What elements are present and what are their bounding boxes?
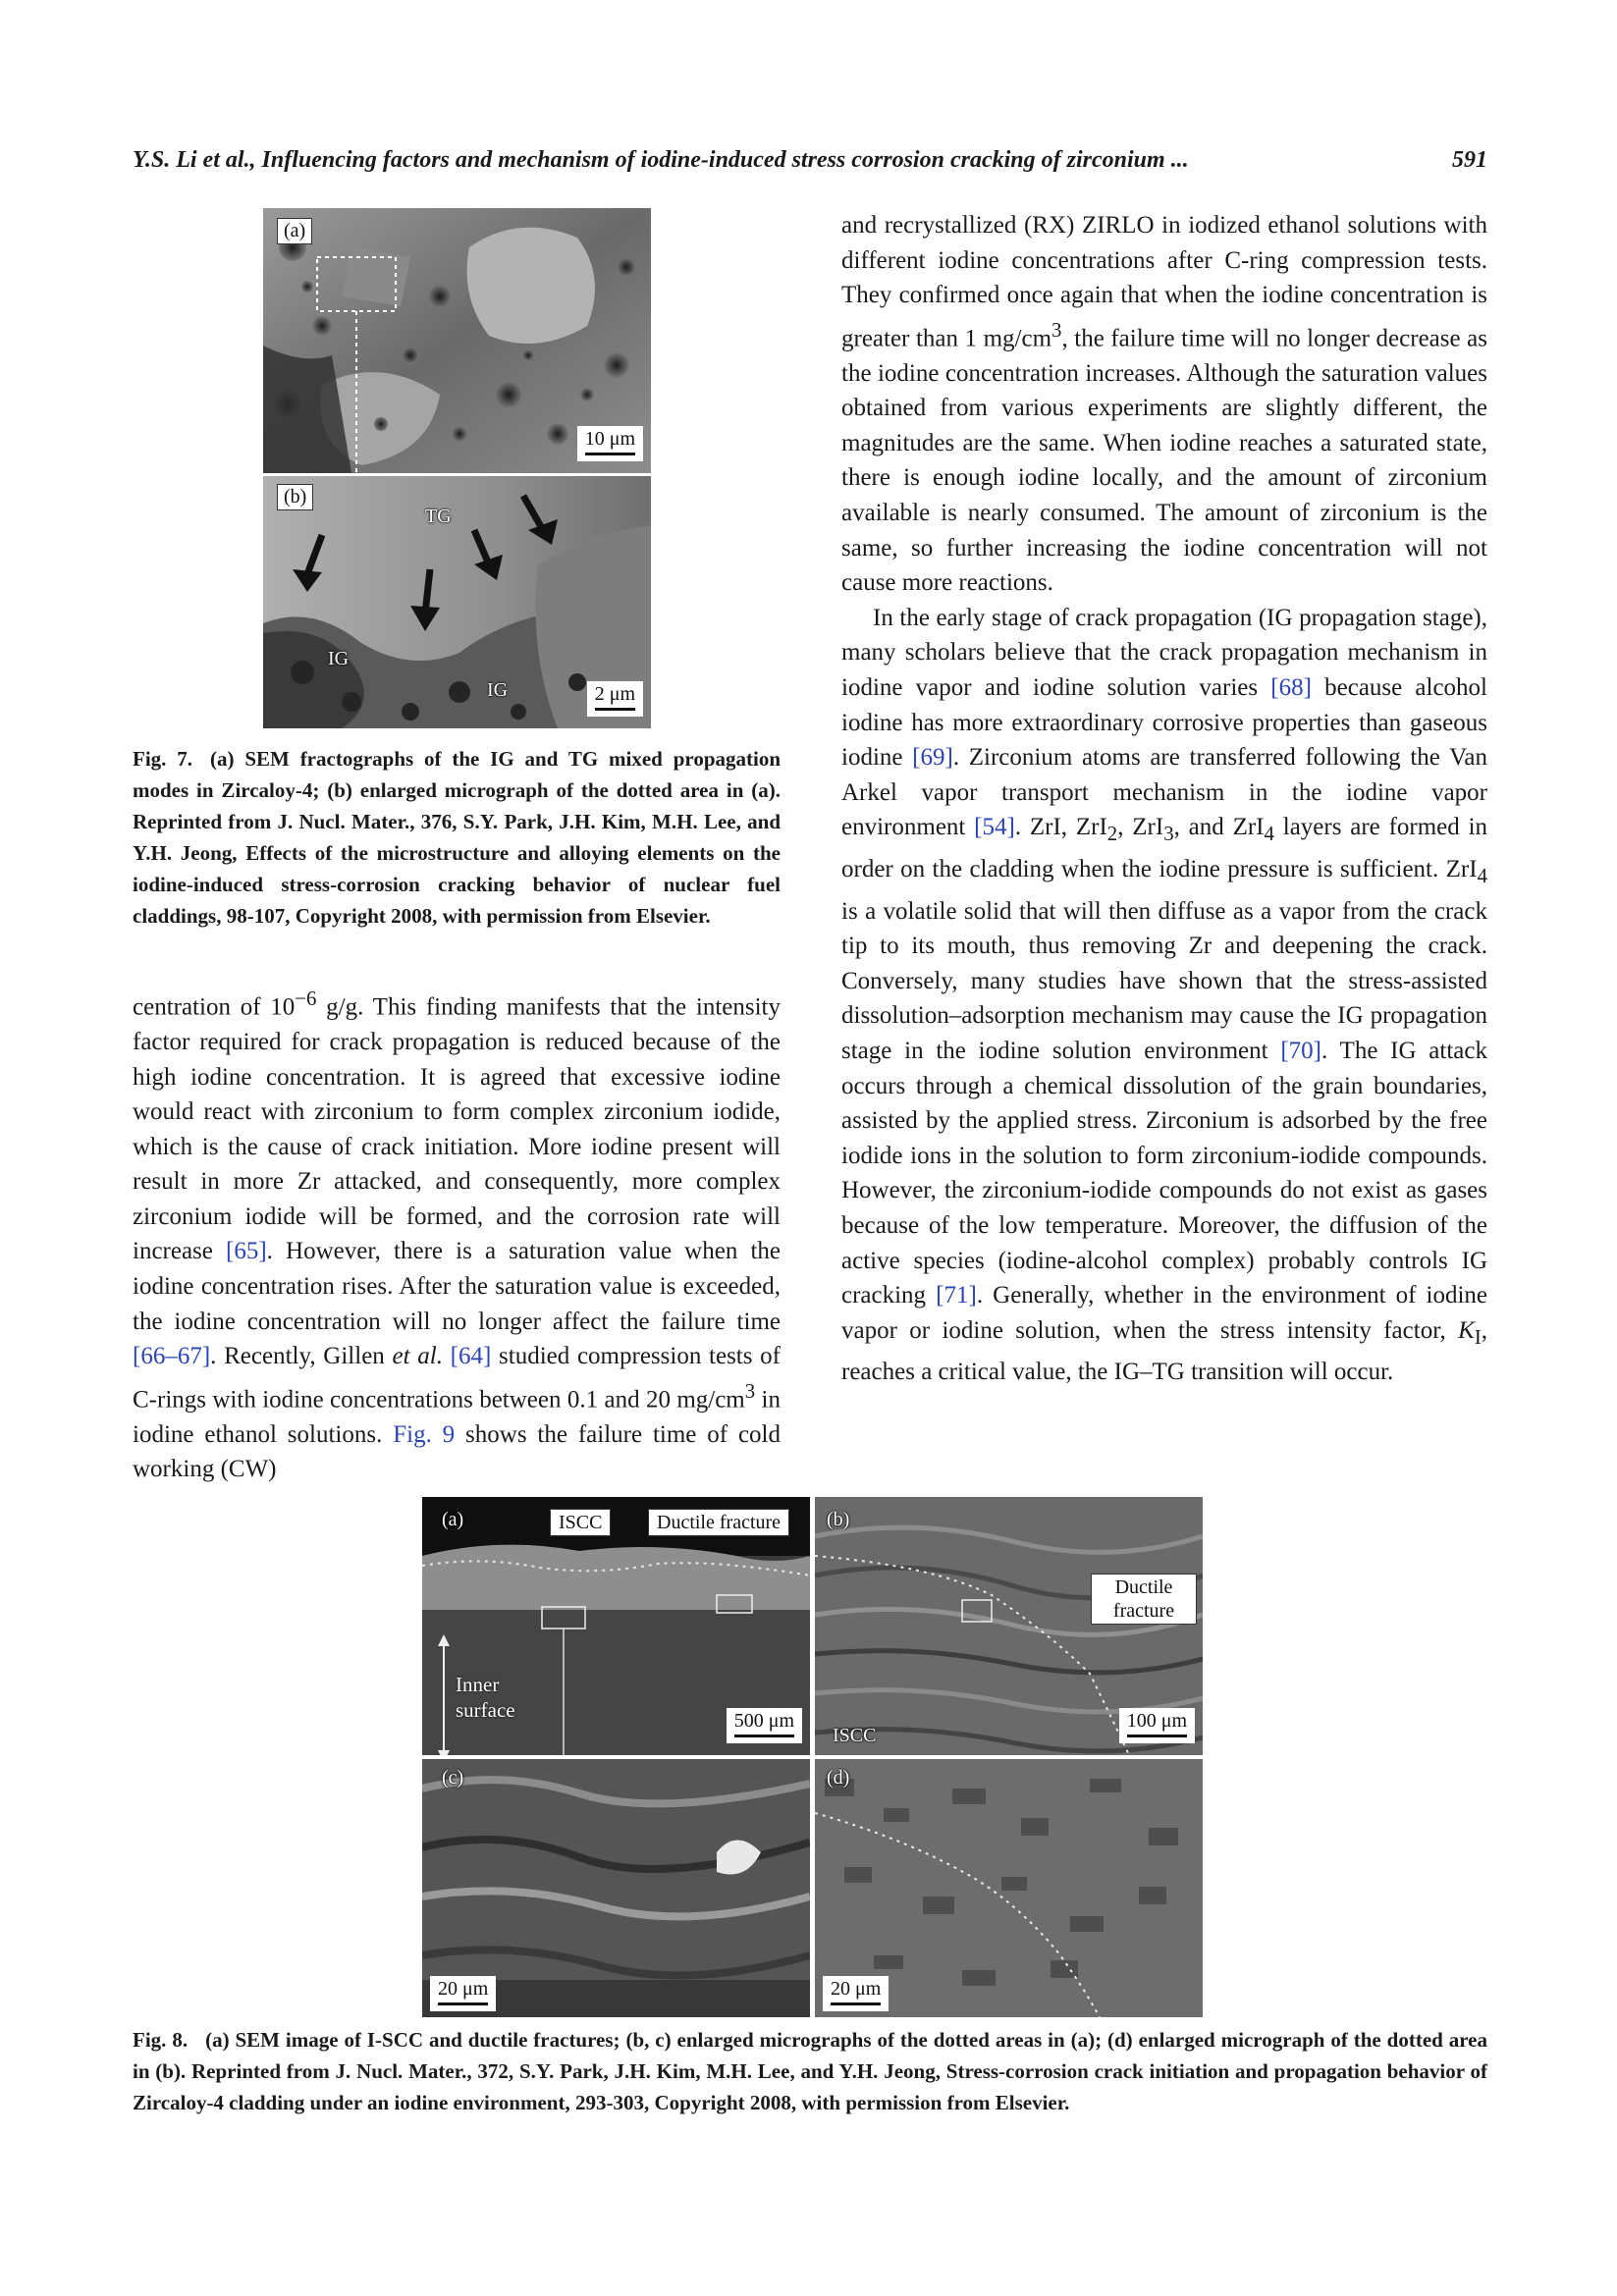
text-run: centration of 10 <box>133 993 296 1021</box>
subscript: 4 <box>1264 822 1274 846</box>
citation-65[interactable]: [65] <box>226 1238 267 1265</box>
fig8-scale-a-bar <box>734 1735 794 1737</box>
fig8-scale-d <box>823 1976 889 2011</box>
running-title: Y.S. Li et al., Influencing factors and mechanism of iodine-induced stress corrosion cracking of zirconium ... <box>133 147 1189 173</box>
text-run: shows the failure time of cold working (CW) <box>133 1420 781 1483</box>
text-run: studied compression tests of C-rings with iodine concentrations between 0.1 and 20 mg/cm <box>133 1343 782 1414</box>
fig8-inner-surface: Inner surface <box>456 1673 515 1722</box>
subscript: 2 <box>1106 822 1118 846</box>
left-paragraph-1 <box>133 982 781 1487</box>
fig8-tag-ductile: Ductile fracture <box>648 1509 789 1536</box>
fig7-panel-a <box>263 208 651 473</box>
fig8-scale-a-text: 500 μm <box>733 1710 794 1732</box>
right-column <box>841 208 1487 1390</box>
text-run: , reaches a critical value, the IG–TG transition will occur. <box>841 1316 1487 1386</box>
citation-68[interactable]: [68] <box>1270 674 1312 702</box>
superscript: 3 <box>1051 317 1062 342</box>
superscript: 3 <box>744 1378 756 1403</box>
text-run: in iodine ethanol solutions. <box>133 1386 782 1448</box>
fig7-scale-b <box>587 681 643 717</box>
fig7-caption-label: Fig. 7. <box>133 747 193 771</box>
fig7-panel-b <box>263 476 651 728</box>
running-header <box>133 147 1487 181</box>
fig8-panel-a-label: (a) <box>442 1509 464 1530</box>
subscript: 4 <box>1477 864 1487 888</box>
text-run: , and ZrI <box>1173 814 1265 841</box>
fig8-panel-b <box>815 1497 1203 1755</box>
text-run: . Zirconium atoms are transferred following the Van Arkel vapor transport mechanism in the iodine vapor environment <box>841 744 1487 841</box>
k-symbol: K <box>1458 1316 1475 1344</box>
citation-71[interactable]: [71] <box>936 1282 977 1309</box>
fig8-scale-b-bar <box>1127 1735 1187 1737</box>
fig8-scale-b <box>1119 1708 1195 1743</box>
citation-69[interactable]: [69] <box>912 744 953 772</box>
fig8-scale-c <box>430 1976 496 2011</box>
left-column <box>133 982 781 1487</box>
text-run: . Recently, Gillen <box>210 1343 393 1370</box>
figure-9-link[interactable]: Fig. 9 <box>393 1420 456 1448</box>
text-run: , the failure time will no longer decrease as the iodine concentration increases. Although the saturation values obtained from various experiments are slightly different, the magnitudes are the same. When iodine reaches a saturated state, there is enough iodine locally, and the amount of zirconium available is nearly consumed. The amount of zirconium is the same, so further increasing the iodine concentration will not cause more reactions. <box>841 325 1487 597</box>
fig7-label-ig-2: IG <box>487 679 509 701</box>
text-run: is a volatile solid that will then diffuse as a vapor from the crack tip to its mouth, thus removing Zr and deepening the crack. Conversely, many studies have shown that the stress-assisted dissolution–adsorption mechanism may cause the IG propagation stage in the iodine solution environment <box>841 897 1487 1064</box>
subscript: I <box>1474 1324 1482 1349</box>
fig7-scale-b-bar <box>595 708 635 711</box>
fig8-scale-c-bar <box>438 2002 488 2005</box>
fig7-panel-b-label: (b) <box>277 484 313 510</box>
fig8-scale-d-bar <box>831 2002 881 2005</box>
fig8-panel-a <box>422 1497 810 1755</box>
text-run: layers are formed in order on the cladding when the iodine pressure is sufficient. ZrI <box>841 814 1488 883</box>
fig8-tag-iscc: ISCC <box>550 1509 611 1536</box>
fig7-scale-a-text: 10 μm <box>584 428 635 450</box>
fig8-scale-a <box>727 1708 802 1743</box>
fig7-scale-a <box>577 426 643 461</box>
text-run: In the early stage of crack propagation (IG propagation stage), many scholars believe that the crack propagation mechanism in iodine vapor and iodine solution varies <box>841 604 1487 702</box>
fig8-panel-d-label: (d) <box>827 1767 850 1789</box>
fig8-scale-c-text: 20 μm <box>438 1978 489 2000</box>
citation-70[interactable]: [70] <box>1280 1037 1321 1064</box>
text-run: and recrystallized (RX) ZIRLO in iodized ethanol solutions with different iodine concentrations after C-ring compression tests. They confirmed once again that when the iodine concentration is greater than 1 mg/cm <box>841 212 1487 352</box>
text-run: , ZrI <box>1117 814 1164 841</box>
superscript: −6 <box>295 987 317 1010</box>
page-number: 591 <box>1452 147 1487 173</box>
fig8-scale-d-text: 20 μm <box>831 1978 882 2000</box>
figure-7 <box>263 208 651 728</box>
et-al: et al. <box>392 1343 443 1370</box>
citation-54[interactable]: [54] <box>974 814 1015 841</box>
fig7-scale-a-bar <box>585 453 635 455</box>
figure-8 <box>422 1497 1203 2017</box>
text-run: g/g. This finding manifests that the intensity factor required for crack propagation is reduced because of the high iodine concentration. It is agreed that excessive iodine would react with zirconium to form complex zirconium iodide, which is the cause of crack initiation. More iodine present will result in more Zr attacked, and consequently, more complex zirconium iodide will be formed, and the corrosion rate will increase <box>133 993 781 1265</box>
fig8-panel-c <box>422 1759 810 2017</box>
fig7-caption <box>133 743 781 932</box>
fig7-caption-text: (a) SEM fractographs of the IG and TG mixed propagation modes in Zircaloy-4; (b) enlarged micrograph of the dotted area in (a). Reprinted from J. Nucl. Mater., 376, S.Y. Park, J.H. Kim, M.H. Lee, and Y.H. Jeong, Effects of the microstructure and alloying elements on the iodine-induced stress-corrosion cracking behavior of nuclear fuel claddings, 98-107, Copyright 2008, with permission from Elsevier. <box>133 747 782 928</box>
text-run: . However, there is a saturation value when the iodine concentration rises. After the saturation value is exceeded, the iodine concentration will no longer affect the failure time <box>133 1238 781 1335</box>
citation-66-67[interactable]: [66–67] <box>133 1343 211 1370</box>
fig8-panel-b-label: (b) <box>827 1509 850 1530</box>
fig7-label-ig-1: IG <box>328 648 350 669</box>
subscript: 3 <box>1163 822 1174 846</box>
fig8-scale-b-text: 100 μm <box>1126 1710 1187 1732</box>
fig8-caption-text: (a) SEM image of I-SCC and ductile fractures; (b, c) enlarged micrographs of the dotted areas in (a); (d) enlarged micrograph of the dotted area in (b). Reprinted from J. Nucl. Mater., 372, S.Y. Park, J.H. Kim, M.H. Lee, and Y.H. Jeong, Stress-corrosion crack initiation and propagation behavior of Zircaloy-4 cladding under an iodine environment, 293-303, Copyright 2008, with permission from Elsevier. <box>133 2028 1487 2114</box>
fig8-caption <box>133 2024 1487 2118</box>
fig7-scale-b-text: 2 μm <box>594 683 635 705</box>
right-paragraph-1 <box>841 208 1487 601</box>
fig8-panel-d <box>815 1759 1203 2017</box>
text-run: because alcohol iodine has more extraordinary corrosive properties than gaseous iodine <box>841 674 1487 772</box>
fig7-panel-a-label: (a) <box>277 218 312 244</box>
fig8-ductile-b: Ductile fracture <box>1091 1574 1197 1625</box>
fig7-label-tg: TG <box>425 506 452 527</box>
text-run: . The IG attack occurs through a chemical dissolution of the grain boundaries, assisted by the applied stress. Zirconium is adsorbed by the free iodide ions in the solution to form zirconium-iodide compounds. However, the zirconium-iodide compounds do not exist as gases because of the low temperature. Moreover, the diffusion of the active species (iodine-alcohol complex) probably controls IG cracking <box>841 1037 1487 1309</box>
right-paragraph-2 <box>841 601 1487 1390</box>
text-run: . Generally, whether in the environment of iodine vapor or iodine solution, when the stress intensity factor, <box>841 1282 1488 1344</box>
citation-64[interactable]: [64] <box>450 1343 492 1370</box>
fig8-caption-label: Fig. 8. <box>133 2028 189 2052</box>
fig8-iscc-b: ISCC <box>833 1725 877 1746</box>
fig8-panel-c-label: (c) <box>442 1767 464 1789</box>
text-run: . ZrI, ZrI <box>1014 814 1107 841</box>
